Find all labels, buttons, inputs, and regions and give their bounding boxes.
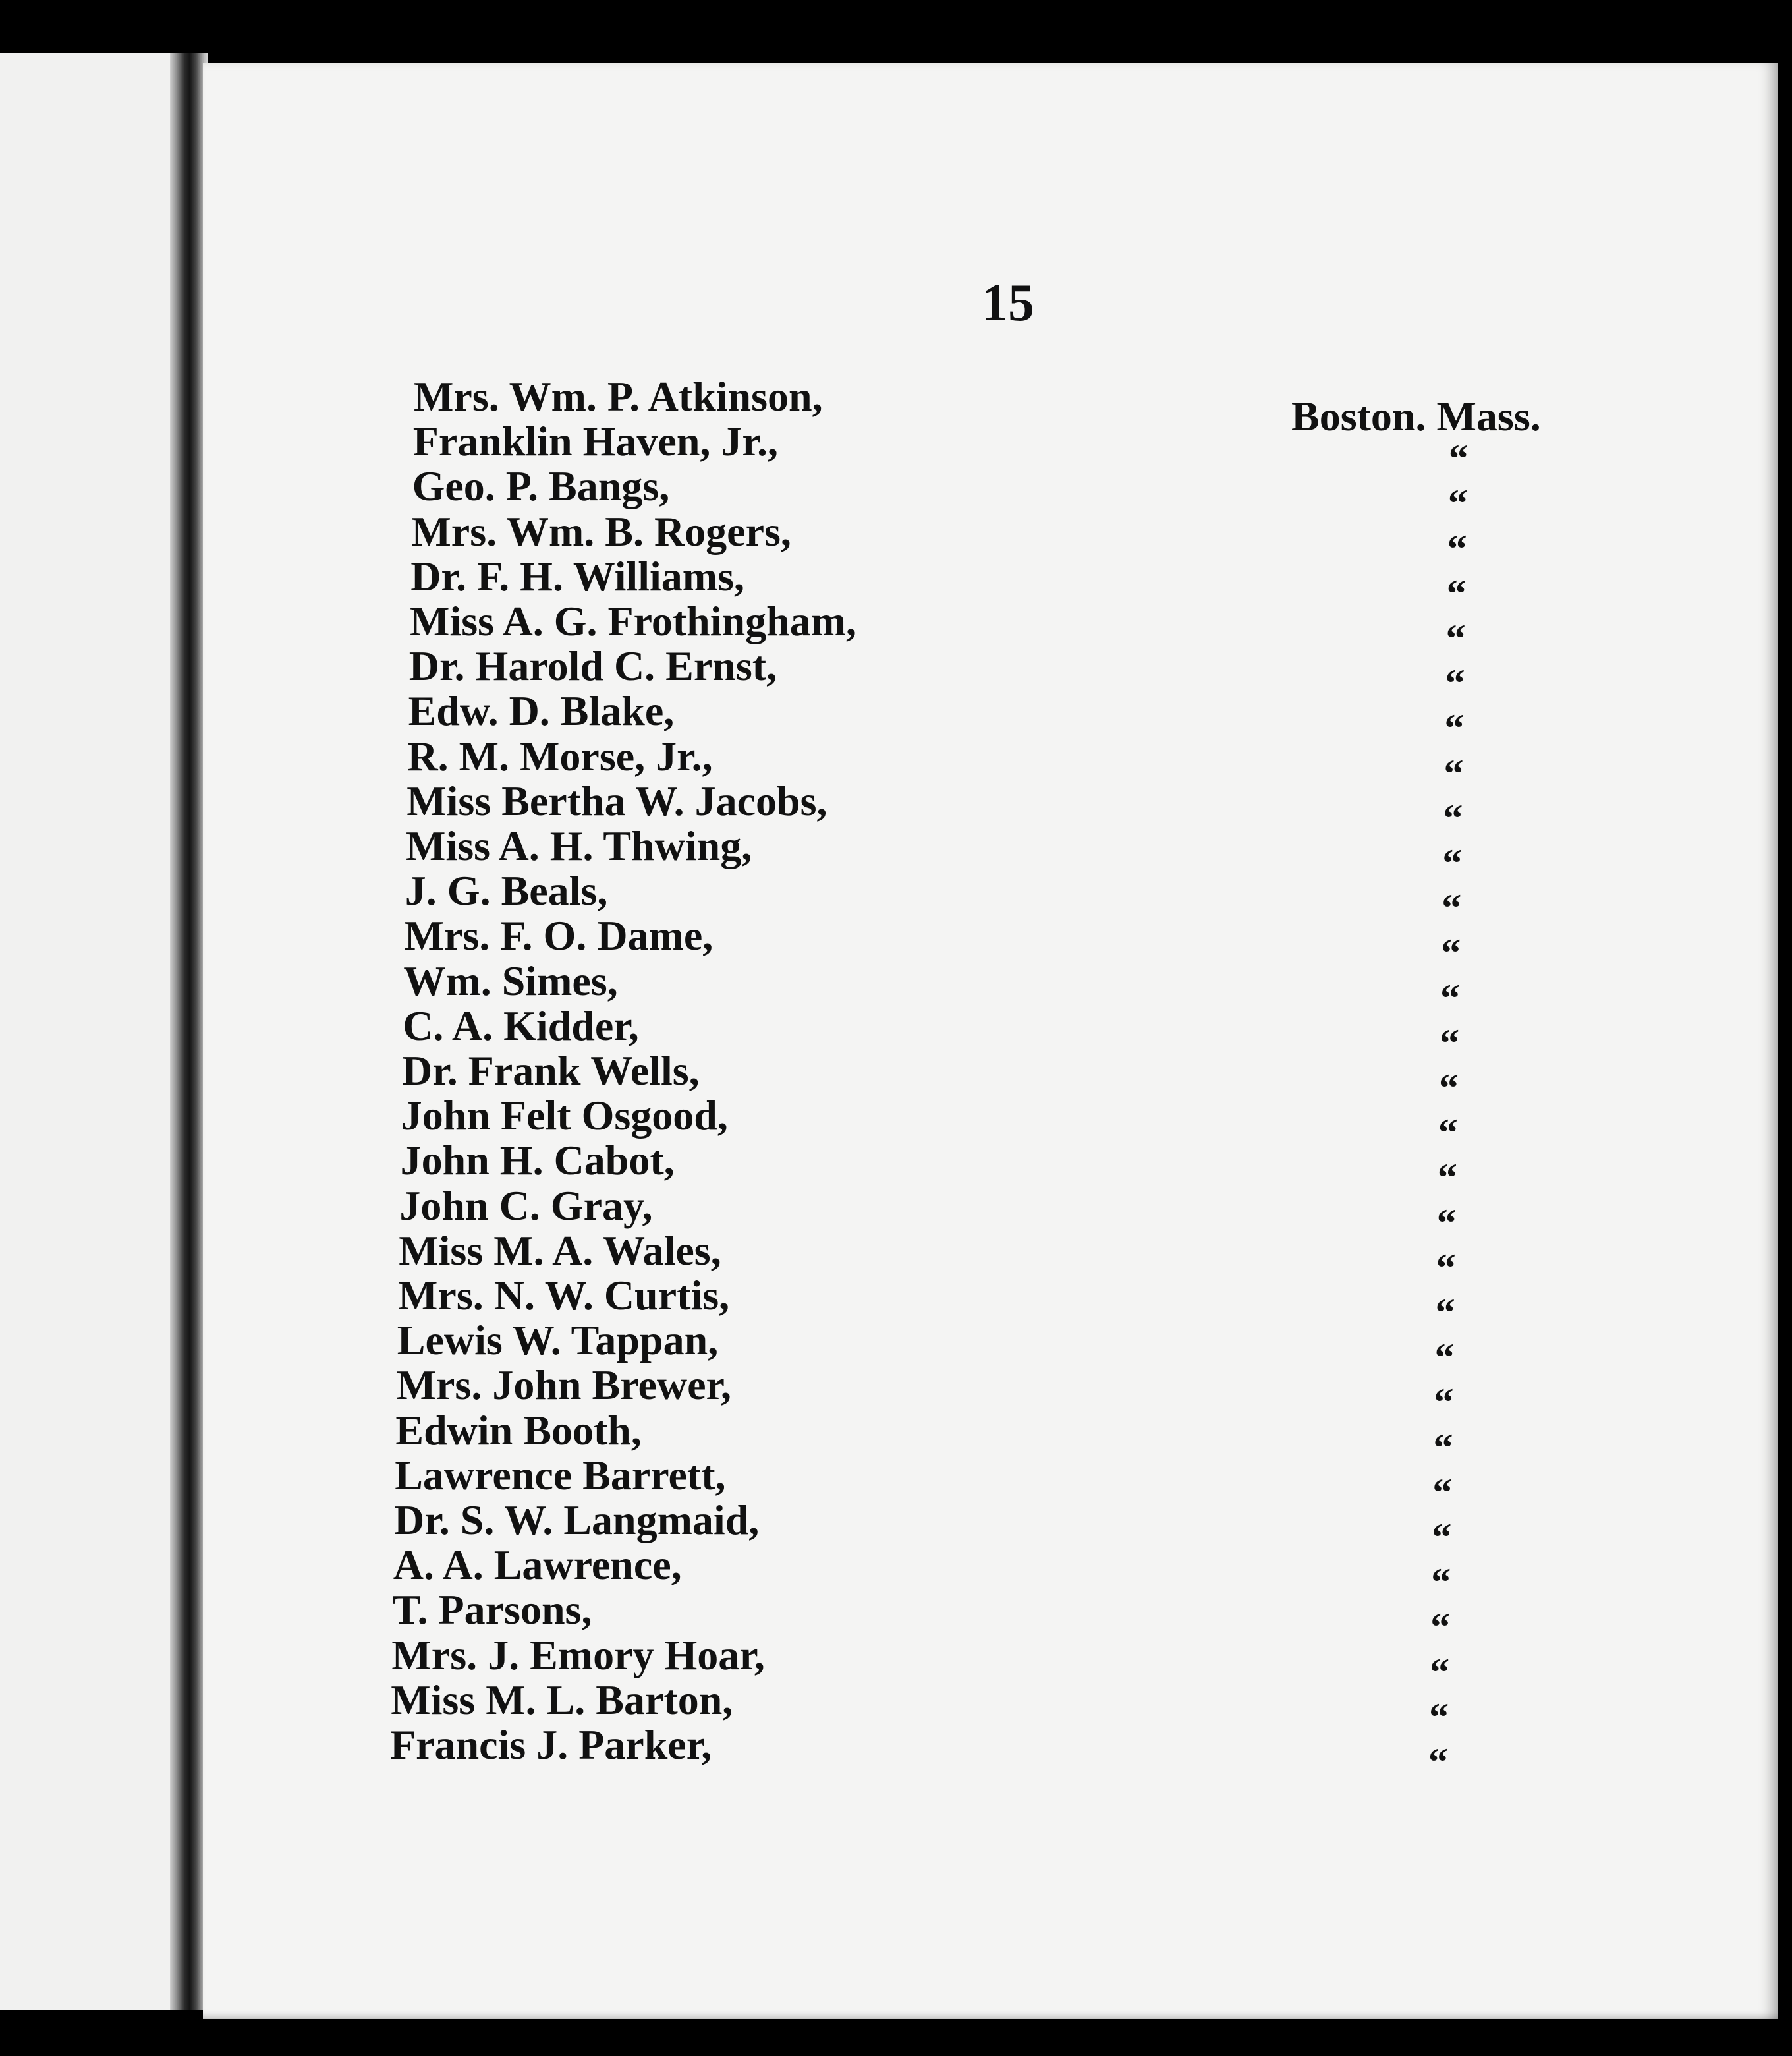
entry-name: Miss A. G. Frothingham,	[410, 598, 856, 644]
entry-place-ditto: “	[1446, 571, 1467, 615]
entry-place-ditto: “	[1435, 1291, 1455, 1334]
entry-name: Miss A. H. Thwing,	[406, 822, 752, 869]
entry-name: Lawrence Barrett,	[395, 1451, 726, 1499]
entry-name: Dr. S. W. Langmaid,	[394, 1497, 760, 1543]
entry-name: J. G. Beals,	[405, 867, 608, 915]
entry-name: Mrs. N. W. Curtis,	[398, 1272, 730, 1319]
entry-name: Mrs. Wm. P. Atkinson,	[414, 373, 823, 420]
entry-name: T. Parsons,	[392, 1586, 592, 1634]
entry-place-ditto: “	[1428, 1740, 1448, 1784]
entry-place-ditto: “	[1445, 617, 1466, 660]
entry-name: Wm. Simes,	[403, 957, 618, 1004]
entry-name: John H. Cabot,	[400, 1137, 675, 1184]
entry-place-ditto: “	[1448, 437, 1469, 481]
entry-place-ditto: “	[1436, 1201, 1457, 1245]
entry-name: Mrs. Wm. B. Rogers,	[411, 507, 791, 555]
entry-place-ditto: “	[1439, 1066, 1459, 1110]
left-page	[0, 53, 198, 2010]
entry-name: C. A. Kidder,	[403, 1002, 639, 1049]
entry-name: Dr. Harold C. Ernst,	[408, 642, 777, 690]
entry-place-ditto: “	[1447, 527, 1467, 571]
entry-place-ditto: “	[1434, 1336, 1455, 1380]
entry-place-ditto: “	[1431, 1560, 1451, 1605]
entry-place-ditto: “	[1443, 796, 1463, 840]
entry-name: Franklin Haven, Jr.,	[412, 418, 778, 465]
entry-place-ditto: “	[1432, 1470, 1453, 1514]
entry-name: Lewis W. Tappan,	[397, 1317, 719, 1364]
entry-place-ditto: “	[1441, 931, 1461, 975]
page-number: 15	[982, 274, 1034, 332]
entry-place-ditto: “	[1440, 976, 1461, 1020]
entry-name: Mrs. F. O. Dame,	[404, 912, 714, 959]
entry-place-ditto: “	[1443, 751, 1464, 795]
entry-name: Edw. D. Blake,	[408, 687, 675, 735]
entry-name: Edwin Booth,	[395, 1406, 642, 1454]
entry-name: John Felt Osgood,	[401, 1092, 728, 1139]
entry-name: Geo. P. Bangs,	[412, 463, 670, 510]
entry-place-ditto: “	[1438, 1111, 1458, 1155]
entry-place-ditto: “	[1447, 482, 1468, 526]
entry-name: R. M. Morse, Jr.,	[407, 732, 713, 780]
entry-name: Dr. Frank Wells,	[402, 1047, 700, 1094]
entry-place-ditto: “	[1437, 1156, 1457, 1200]
entry-name: A. A. Lawrence,	[393, 1541, 682, 1589]
entry-name: John C. Gray,	[399, 1182, 653, 1229]
entry-place-ditto: “	[1429, 1695, 1449, 1739]
entry-place-ditto: “	[1442, 886, 1462, 930]
entry-name: Francis J. Parker,	[390, 1721, 712, 1768]
entry-place-ditto: “	[1436, 1245, 1456, 1290]
entry-place-ditto: “	[1430, 1650, 1450, 1694]
entry-place-ditto: “	[1442, 842, 1463, 885]
place-heading: Boston. Mass.	[1291, 393, 1541, 440]
entry-place-ditto: “	[1440, 1021, 1460, 1065]
entry-place-ditto: “	[1432, 1516, 1452, 1559]
entry-place-ditto: “	[1430, 1605, 1451, 1649]
entry-name: Mrs. J. Emory Hoar,	[391, 1631, 765, 1678]
entry-place-ditto: “	[1433, 1425, 1453, 1470]
entry-place-ditto: “	[1444, 706, 1465, 751]
entry-name: Dr. F. H. Williams,	[410, 552, 744, 600]
entry-place-ditto: “	[1445, 662, 1465, 706]
entry-name: Mrs. John Brewer,	[396, 1361, 731, 1409]
entry-place-ditto: “	[1434, 1381, 1454, 1425]
entry-name: Miss Bertha W. Jacobs,	[406, 777, 827, 824]
entry-name: Miss M. A. Wales,	[399, 1226, 721, 1274]
entry-name: Miss M. L. Barton,	[391, 1676, 733, 1723]
